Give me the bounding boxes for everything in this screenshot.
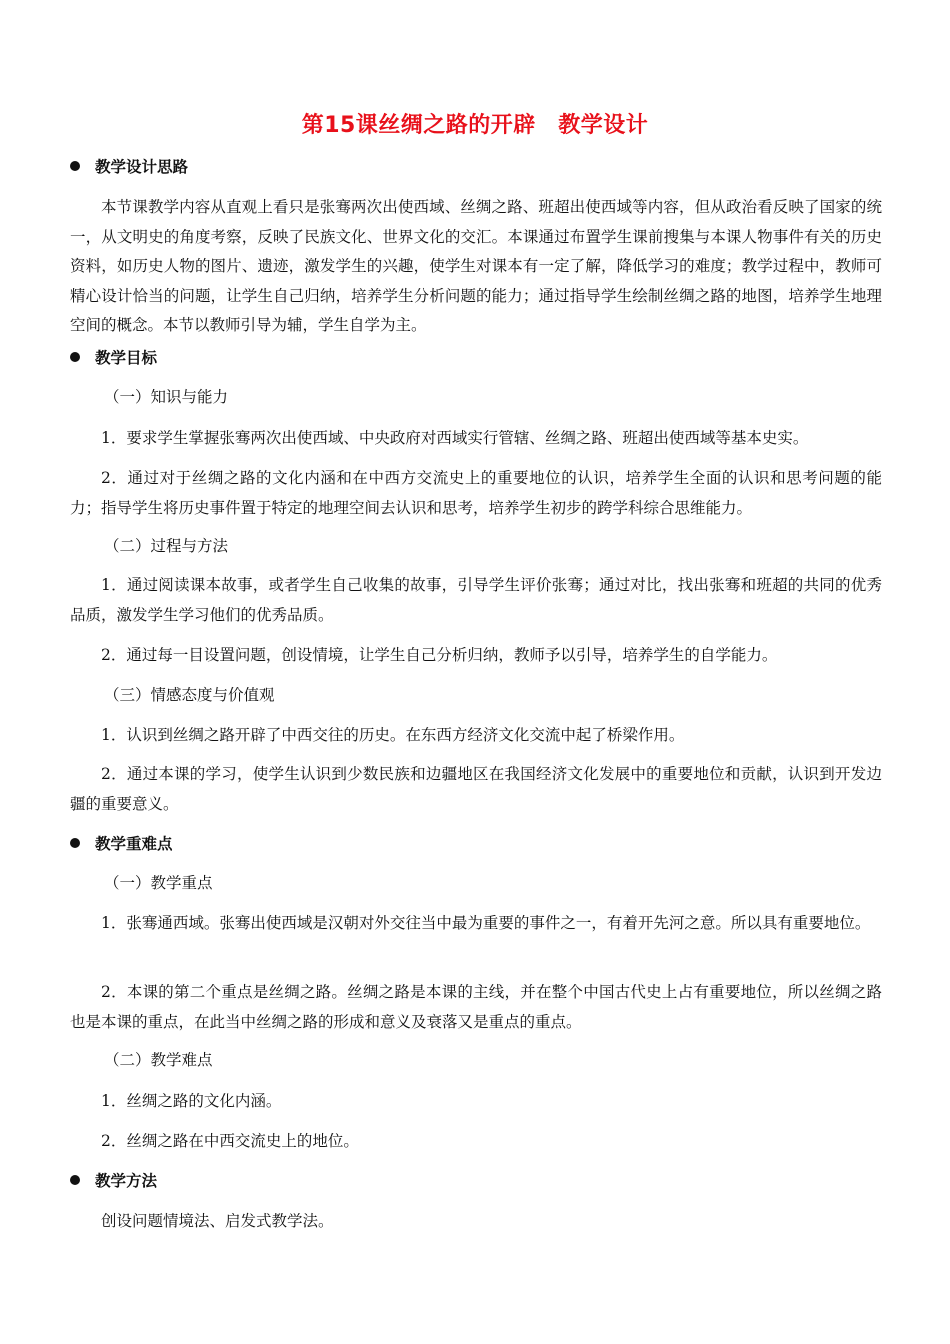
key-points-focus-item-2: 2．本课的第二个重点是丝绸之路。丝绸之路是本课的主线，并在整个中国古代史上占有重要地位，所以丝绸之路也是本课的重点，在此当中丝绸之路的形成和意义及衰落又是重点的重点。 — [70, 983, 882, 1031]
goals-knowledge-item-1: 1．要求学生掌握张骞两次出使西域、中央政府对西域实行管辖、丝绸之路、班超出使西域等基本史实。 — [101, 429, 809, 447]
goals-subheading-emotion: （三）情感态度与价值观 — [104, 686, 275, 704]
section-heading-methods — [70, 1169, 157, 1191]
bullet-icon — [70, 838, 80, 848]
key-points-difficulty-item-1: 1．丝绸之路的文化内涵。 — [101, 1092, 282, 1110]
bullet-icon — [70, 161, 80, 171]
document-title: 第15课丝绸之路的开辟 教学设计 — [301, 113, 649, 138]
key-points-subheading-difficulty: （二）教学难点 — [104, 1051, 213, 1069]
heading-text: 教学方法 — [95, 1172, 158, 1190]
goals-emotion-item-2: 2．通过本课的学习，使学生认识到少数民族和边疆地区在我国经济文化发展中的重要地位和贡献，认识到开发边疆的重要意义。 — [70, 765, 882, 813]
key-points-subheading-focus: （一）教学重点 — [104, 874, 213, 892]
design-idea-paragraph: 本节课教学内容从直观上看只是张骞两次出使西域、丝绸之路、班超出使西域等内容，但从政治看反映了国家的统一，从文明史的角度考察，反映了民族文化、世界文化的交汇。本课通过布置学生课前搜集与本课人物事件有关的历史资料，如历史人物的图片、遗迹，激发学生的兴趣，使学生对课本有一定了解，降低学习的难度；教学过程中，教师可精心设计恰当的问题，让学生自己归纳，培养学生分析问题的能力；通过指导学生绘制丝绸之路的地图，培养学生地理空间的概念。本节以教师引导为辅，学生自学为主。 — [70, 198, 882, 334]
goals-knowledge-item-2: 2．通过对于丝绸之路的文化内涵和在中西方交流史上的重要地位的认识，培养学生全面的认识和思考问题的能力；指导学生将历史事件置于特定的地理空间去认识和思考，培养学生初步的跨学科综合思维能力。 — [70, 469, 882, 517]
heading-text: 教学重难点 — [95, 835, 173, 853]
goals-process-item-2: 2．通过每一目设置问题，创设情境，让学生自己分析归纳，教师予以引导，培养学生的自学能力。 — [101, 646, 778, 664]
section-heading-goals — [70, 346, 157, 368]
heading-text: 教学目标 — [95, 349, 158, 367]
bullet-icon — [70, 352, 80, 362]
section-heading-key-points — [70, 832, 173, 854]
goals-emotion-item-1: 1．认识到丝绸之路开辟了中西交往的历史。在东西方经济文化交流中起了桥梁作用。 — [101, 726, 685, 744]
section-heading-design-idea — [70, 155, 188, 177]
bullet-icon — [70, 1175, 80, 1185]
key-points-focus-item-1: 1．张骞通西域。张骞出使西域是汉朝对外交往当中最为重要的事件之一，有着开先河之意。所以具有重要地位。 — [101, 914, 871, 932]
goals-process-item-1: 1．通过阅读课本故事，或者学生自己收集的故事，引导学生评价张骞；通过对比，找出张骞和班超的共同的优秀品质，激发学生学习他们的优秀品质。 — [70, 576, 882, 624]
key-points-difficulty-item-2: 2．丝绸之路在中西交流史上的地位。 — [101, 1132, 359, 1150]
heading-text: 教学设计思路 — [95, 158, 189, 176]
goals-subheading-process: （二）过程与方法 — [104, 537, 229, 555]
goals-subheading-knowledge: （一）知识与能力 — [104, 388, 229, 406]
methods-text: 创设问题情境法、启发式教学法。 — [101, 1212, 334, 1230]
